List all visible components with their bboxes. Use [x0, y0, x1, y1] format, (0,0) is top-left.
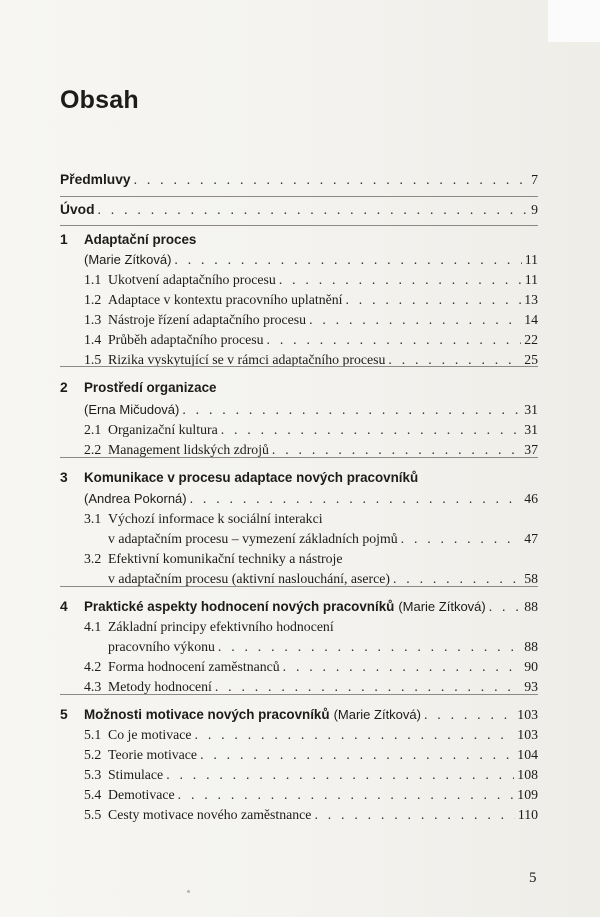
leader-dots [218, 638, 521, 656]
divider [60, 457, 538, 458]
section-number: 1.4 [84, 332, 102, 347]
section-title-continued: v adaptačním procesu (aktivní naslouchání, aserce) [108, 571, 390, 586]
section-title: Management lidských zdrojů [108, 442, 269, 457]
section-number: 5.2 [84, 747, 102, 762]
section-number: 5.3 [84, 767, 102, 782]
leader-dots [489, 598, 521, 616]
toc-page-number: 46 [524, 491, 538, 506]
chapter-title: Komunikace v procesu adaptace nových pracovníků [84, 470, 419, 485]
section-1-2 [84, 291, 538, 309]
section-4-1-line-2 [108, 638, 538, 656]
page-number: 5 [529, 870, 537, 886]
chapter-4-heading [60, 598, 538, 616]
leader-dots [221, 421, 522, 439]
chapter-author: (Marie Zítková) [84, 252, 172, 267]
section-number: 4.1 [84, 619, 102, 634]
chapter-title: Možnosti motivace nových pracovníků [84, 707, 330, 722]
paper-speck [187, 890, 190, 893]
leader-dots [401, 530, 522, 548]
section-number: 3.2 [84, 551, 102, 566]
chapter-author: (Erna Mičudová) [84, 402, 180, 417]
toc-page-number: 108 [517, 767, 538, 782]
divider [60, 586, 538, 587]
leader-dots [345, 291, 521, 309]
toc-page-number: 7 [531, 172, 538, 187]
toc-entry-predmluvy [60, 171, 538, 189]
section-title: Rizika vyskytující se v rámci adaptačního procesu [108, 352, 386, 367]
section-title: Stimulace [108, 767, 164, 782]
section-number: 1.5 [84, 352, 102, 367]
divider [60, 225, 538, 226]
section-number: 4.3 [84, 679, 102, 694]
section-number: 5.5 [84, 807, 102, 822]
section-title: Průběh adaptačního procesu [108, 332, 264, 347]
section-number: 2.1 [84, 422, 102, 437]
page-title: Obsah [60, 86, 139, 114]
leader-dots [98, 201, 529, 219]
section-title: Výchozí informace k sociální interakci [108, 511, 323, 526]
chapter-number: 3 [60, 470, 68, 485]
section-title: Organizační kultura [108, 422, 218, 437]
toc-page-number: 22 [524, 332, 538, 347]
section-1-1 [84, 271, 538, 289]
toc-page-number: 11 [524, 272, 538, 287]
section-title: Základní principy efektivního hodnocení [108, 619, 334, 634]
leader-dots [309, 311, 521, 329]
toc-page-number: 31 [524, 422, 538, 437]
chapter-number: 1 [60, 232, 68, 247]
chapter-author: (Marie Zítková) [398, 599, 486, 614]
toc-page-number: 13 [524, 292, 538, 307]
divider [60, 196, 538, 197]
chapter-2-heading [60, 379, 538, 397]
section-number: 5.1 [84, 727, 102, 742]
leader-dots [190, 490, 522, 508]
section-3-1-line-1 [84, 510, 538, 528]
section-title: Efektivní komunikační techniky a nástroje [108, 551, 343, 566]
section-number: 1.2 [84, 292, 102, 307]
section-title-continued: pracovního výkonu [108, 639, 215, 654]
divider [60, 366, 538, 367]
section-4-1-line-1 [84, 618, 538, 636]
chapter-number: 4 [60, 599, 68, 614]
leader-dots [178, 786, 515, 804]
toc-page-number: 25 [524, 352, 538, 367]
section-title: Co je motivace [108, 727, 192, 742]
leader-dots [279, 271, 522, 289]
section-title: Cesty motivace nového zaměstnance [108, 807, 312, 822]
section-title: Ukotvení adaptačního procesu [108, 272, 276, 287]
section-4-2 [84, 658, 538, 676]
toc-page-number: 110 [517, 807, 538, 822]
section-2-1 [84, 421, 538, 439]
toc-page-number: 104 [517, 747, 538, 762]
section-5-5 [84, 806, 538, 824]
section-title-continued: v adaptačním procesu – vymezení základních pojmů [108, 531, 398, 546]
toc-page-number: 93 [524, 679, 538, 694]
chapter-number: 2 [60, 380, 68, 395]
section-title: Teorie motivace [108, 747, 198, 762]
section-5-3 [84, 766, 538, 784]
toc-entry-title: Předmluvy [60, 172, 131, 187]
section-number: 1.1 [84, 272, 102, 287]
toc-entry-title: Úvod [60, 202, 95, 217]
chapter-5-heading [60, 706, 538, 724]
toc-page-number: 103 [517, 707, 538, 722]
chapter-author: (Andrea Pokorná) [84, 491, 187, 506]
section-5-4 [84, 786, 538, 804]
leader-dots [174, 251, 521, 269]
leader-dots [314, 806, 514, 824]
chapter-1-heading [60, 231, 538, 249]
toc-entry-uvod [60, 201, 538, 219]
section-title: Adaptace v kontextu pracovního uplatnění [108, 292, 343, 307]
divider [60, 694, 538, 695]
section-number: 3.1 [84, 511, 102, 526]
chapter-title: Praktické aspekty hodnocení nových pracovníků [84, 599, 395, 614]
leader-dots [195, 726, 515, 744]
section-title: Metody hodnocení [108, 679, 212, 694]
section-number: 1.3 [84, 312, 102, 327]
leader-dots [283, 658, 522, 676]
chapter-title: Adaptační proces [84, 232, 197, 247]
leader-dots [182, 401, 521, 419]
section-3-1-line-2 [108, 530, 538, 548]
leader-dots [134, 171, 529, 189]
leader-dots [267, 331, 522, 349]
toc-page-number: 58 [524, 571, 538, 586]
section-5-1 [84, 726, 538, 744]
chapter-number: 5 [60, 707, 68, 722]
toc-page-number: 90 [524, 659, 538, 674]
leader-dots [200, 746, 514, 764]
toc-page-number: 31 [524, 402, 538, 417]
toc-page-number: 11 [524, 252, 538, 267]
toc-page-number: 88 [524, 639, 538, 654]
toc-page-number: 103 [517, 727, 538, 742]
section-5-2 [84, 746, 538, 764]
section-number: 4.2 [84, 659, 102, 674]
chapter-3-author-line [84, 490, 538, 508]
section-number: 5.4 [84, 787, 102, 802]
toc-page-number: 109 [517, 787, 538, 802]
chapter-title: Prostředí organizace [84, 380, 217, 395]
toc-page-number: 47 [524, 531, 538, 546]
section-1-3 [84, 311, 538, 329]
chapter-1-author-line [84, 251, 538, 269]
section-title: Forma hodnocení zaměstnanců [108, 659, 280, 674]
section-1-4 [84, 331, 538, 349]
toc-page-number: 37 [524, 442, 538, 457]
scan-edge [548, 0, 600, 42]
leader-dots [166, 766, 514, 784]
chapter-2-author-line [84, 401, 538, 419]
section-title: Nástroje řízení adaptačního procesu [108, 312, 307, 327]
leader-dots [424, 706, 514, 724]
chapter-author: (Marie Zítková) [333, 707, 421, 722]
toc-page-number: 9 [531, 202, 538, 217]
section-title: Demotivace [108, 787, 175, 802]
toc-page-number: 88 [524, 599, 538, 614]
section-3-2-line-1 [84, 550, 538, 568]
toc-page-number: 14 [524, 312, 538, 327]
chapter-3-heading [60, 469, 538, 487]
section-number: 2.2 [84, 442, 102, 457]
